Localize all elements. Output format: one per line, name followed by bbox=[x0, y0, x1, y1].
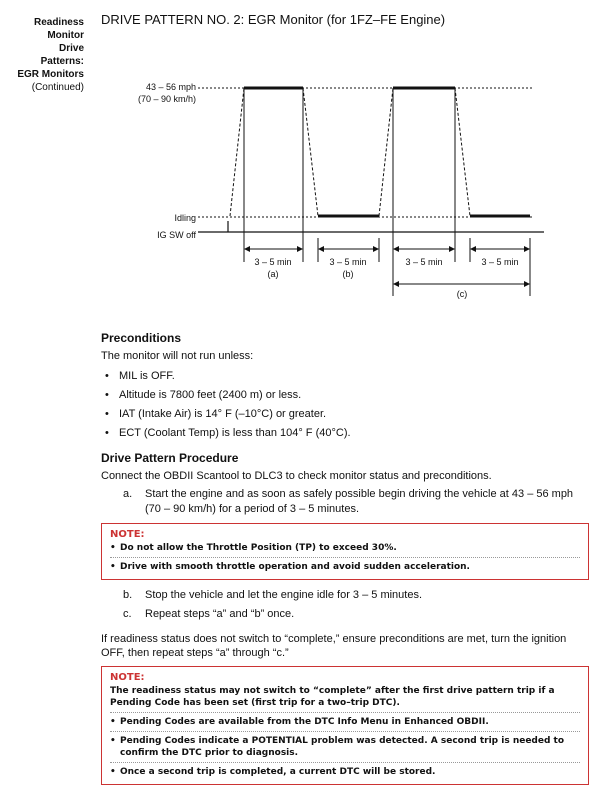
preconditions-list bbox=[101, 367, 589, 443]
note-divider bbox=[110, 762, 580, 763]
interval-tag: (b) bbox=[342, 269, 354, 279]
note-title: NOTE: bbox=[110, 529, 145, 540]
procedure-heading: Drive Pattern Procedure bbox=[101, 451, 239, 465]
note-divider bbox=[110, 712, 580, 713]
step-text: Start the engine and as soon as safely possible begin driving the vehicle at 43 – 56 mph (70 – 90 km/h) for a period of 3 – 5 minutes. bbox=[145, 488, 574, 515]
list-item: • IAT (Intake Air) is 14° F (–10°C) or greater. bbox=[101, 405, 589, 424]
note-item: • Once a second trip is completed, a current DTC will be stored. bbox=[110, 766, 580, 778]
note-box-throttle bbox=[101, 523, 589, 580]
step-label: a. bbox=[123, 488, 133, 500]
procedure-content bbox=[101, 331, 589, 793]
note-item: • Drive with smooth throttle operation and avoid sudden acceleration. bbox=[110, 561, 580, 573]
closing-text: If readiness status does not switch to “complete,” ensure preconditions are met, turn the ignition OFF, then repeat steps “a” through “c.” bbox=[101, 633, 567, 659]
list-item: • ECT (Coolant Temp) is less than 104° F (40°C). bbox=[101, 424, 589, 443]
list-item: • MIL is OFF. bbox=[101, 367, 589, 386]
interval-duration: 3 – 5 min bbox=[329, 257, 367, 267]
side-heading-line: Drive bbox=[58, 43, 84, 54]
ramp-lines bbox=[230, 88, 470, 216]
note-title: NOTE: bbox=[110, 672, 145, 683]
interval-tag: (a) bbox=[267, 269, 279, 279]
note-list bbox=[110, 685, 580, 778]
side-heading-line: Readiness bbox=[33, 17, 84, 28]
speed-label: 43 – 56 mph bbox=[145, 82, 196, 92]
side-heading-line: (Continued) bbox=[31, 82, 84, 93]
speed-label-metric: (70 – 90 km/h) bbox=[137, 94, 196, 104]
drive-pattern-diagram bbox=[0, 0, 600, 330]
page-title: DRIVE PATTERN NO. 2: EGR Monitor (for 1FZ–FE Engine) bbox=[101, 12, 446, 27]
step-label: c. bbox=[123, 608, 132, 620]
preconditions-intro: The monitor will not run unless: bbox=[101, 350, 254, 362]
side-heading-line: Monitor bbox=[47, 30, 84, 41]
pattern-segments bbox=[244, 88, 530, 216]
note-box-pending-codes bbox=[101, 666, 589, 785]
note-item: • Do not allow the Throttle Position (TP) to exceed 30%. bbox=[110, 542, 580, 554]
side-heading-line: EGR Monitors bbox=[17, 69, 84, 80]
note-item: • Pending Codes are available from the DTC Info Menu in Enhanced OBDII. bbox=[110, 716, 580, 728]
step-b bbox=[101, 588, 589, 603]
note-divider bbox=[110, 731, 580, 732]
group-tag: (c) bbox=[456, 289, 468, 299]
interval-duration: 3 – 5 min bbox=[254, 257, 292, 267]
step-a bbox=[101, 487, 589, 517]
step-label: b. bbox=[123, 589, 133, 601]
side-heading-line: Patterns: bbox=[40, 56, 84, 67]
list-item: • Altitude is 7800 feet (2400 m) or less. bbox=[101, 386, 589, 405]
idle-label: Idling bbox=[174, 213, 196, 223]
step-text: Stop the vehicle and let the engine idle for 3 – 5 minutes. bbox=[145, 589, 423, 601]
step-text: Repeat steps “a” and “b” once. bbox=[145, 608, 295, 620]
interval-duration: 3 – 5 min bbox=[481, 257, 519, 267]
note-lead: The readiness status may not switch to “complete” after the first drive pattern trip if a Pending Code has been set (first trip for a two–trip DTC). bbox=[110, 686, 555, 708]
ig-sw-off-label: IG SW off bbox=[157, 230, 196, 240]
preconditions-heading: Preconditions bbox=[101, 331, 182, 345]
note-divider bbox=[110, 557, 580, 558]
interval-duration: 3 – 5 min bbox=[405, 257, 443, 267]
step-c bbox=[101, 607, 589, 622]
procedure-intro: Connect the OBDII Scantool to DLC3 to check monitor status and preconditions. bbox=[101, 470, 492, 482]
note-list bbox=[110, 542, 580, 573]
note-item: • Pending Codes indicate a POTENTIAL problem was detected. A second trip is needed to confirm the DTC prior to diagnosis. bbox=[110, 735, 580, 759]
